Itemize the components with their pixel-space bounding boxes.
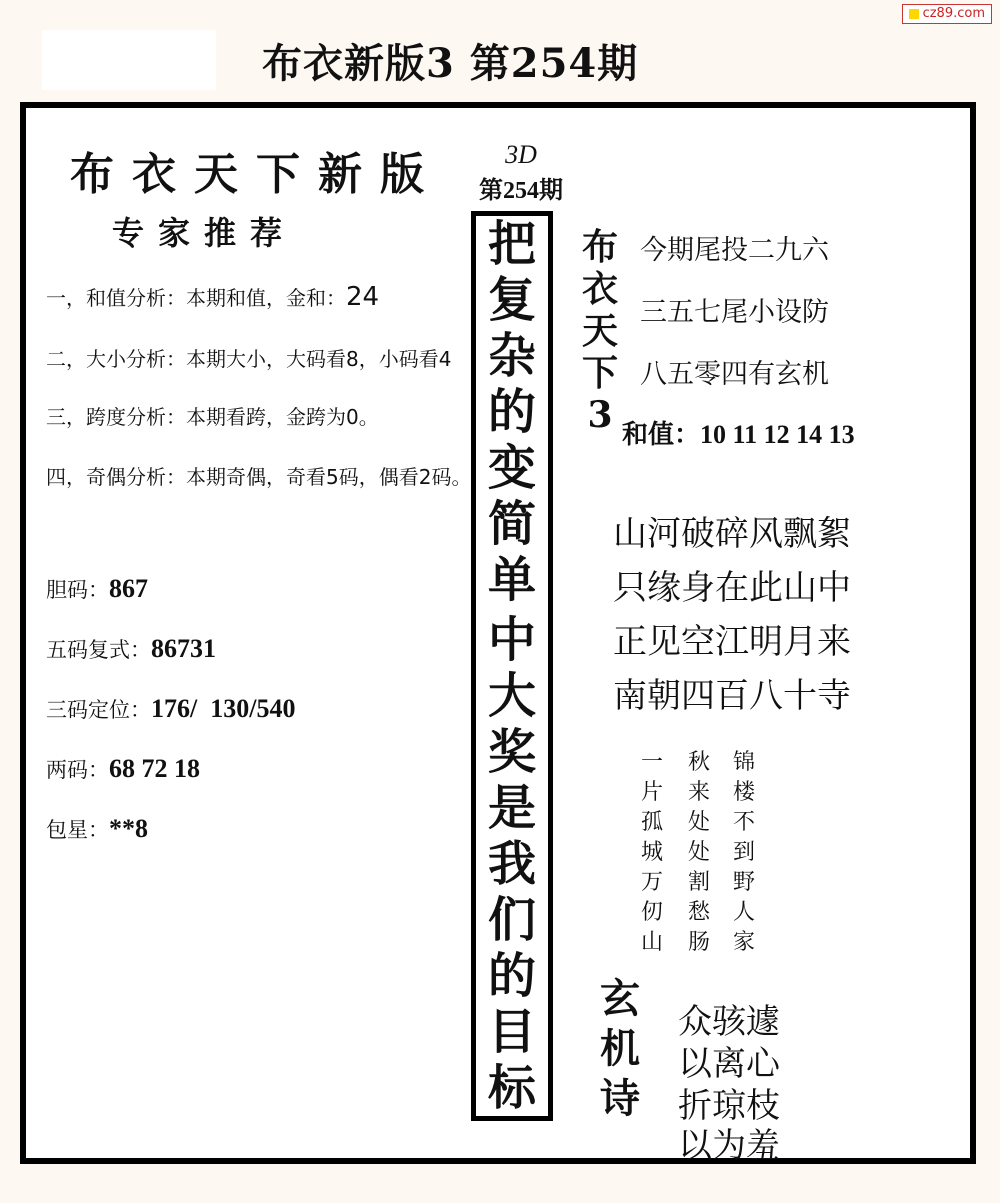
center-header [466, 140, 576, 205]
sum-numbers: 10 11 12 14 13 [700, 420, 855, 449]
sum-values [622, 414, 855, 451]
slogan-char: 我 [487, 836, 536, 892]
vertical-poem-char: 愁 [687, 900, 710, 925]
tip-line: 今期尾投二九六 [640, 235, 829, 266]
vertical-poem-char: 来 [687, 780, 710, 805]
pick-label: 五码复式： [46, 638, 151, 662]
slogan-char: 奖 [487, 724, 536, 780]
page-title: 布衣新版3 第254期 [262, 40, 639, 87]
mystery-poem-title-char: 机 [600, 1025, 640, 1072]
poem-line: 山河破碎风飘絮 [613, 514, 851, 554]
analysis-value: 24 [346, 282, 380, 312]
mystery-poem-title-char: 玄 [600, 975, 640, 1022]
lottery-tag: 3D [505, 140, 537, 169]
vertical-poem-char: 山 [640, 930, 663, 955]
mystery-poem-line: 以离心 [678, 1044, 780, 1084]
pick-label: 两码： [46, 758, 109, 782]
slogan-char: 是 [487, 780, 536, 836]
vertical-poem-char: 肠 [687, 930, 710, 955]
mystery-poem-title-char: 诗 [600, 1075, 640, 1122]
pick-label: 包星： [46, 818, 109, 842]
brand-title: 布衣天下新版 [70, 149, 442, 200]
mystery-poem-title [596, 974, 644, 1124]
vertical-poem-char: 城 [640, 840, 663, 865]
vertical-brand-char: 下 [581, 352, 618, 394]
pick-label: 胆码： [46, 578, 109, 602]
vertical-brand-char: 3 [587, 394, 613, 436]
vertical-poem-char: 片 [640, 780, 663, 805]
slogan-box [471, 211, 553, 1121]
pick-value: 68 72 18 [109, 754, 200, 783]
site-watermark [902, 4, 992, 24]
analysis-label: 四，奇偶分析：本期奇偶，奇看5码，偶看2码。 [46, 465, 472, 489]
slogan-char: 大 [487, 668, 536, 724]
analysis-label: 三，跨度分析：本期看跨，金跨为0。 [46, 405, 379, 429]
sum-label: 和值： [622, 420, 701, 450]
poem-line: 正见空江明月来 [613, 622, 851, 662]
mystery-poem-line: 以为羞 [678, 1126, 780, 1166]
vertical-poem-column [731, 748, 757, 958]
mystery-poem-line: 众骇遽 [678, 1002, 780, 1042]
vertical-poem-char: 一 [640, 750, 663, 775]
poem-line: 只缘身在此山中 [613, 568, 851, 608]
slogan-char: 变 [487, 440, 536, 496]
vertical-poem-char: 孤 [640, 810, 663, 835]
vertical-brand-char: 天 [581, 310, 618, 352]
slogan-char: 目 [487, 1004, 536, 1060]
slogan-char: 的 [487, 948, 536, 1004]
slogan-char: 的 [487, 384, 536, 440]
pick-value: 176/ 130/540 [151, 694, 296, 723]
vertical-poem-char: 人 [732, 900, 755, 925]
vertical-poem-char: 野 [732, 870, 755, 895]
vertical-poem-char: 锦 [732, 750, 755, 775]
poem-line: 南朝四百八十寺 [613, 676, 851, 716]
vertical-poem-char: 处 [687, 810, 710, 835]
vertical-poem-char: 仞 [640, 900, 663, 925]
expert-title: 专家推荐 [112, 214, 297, 252]
logo-placeholder [42, 30, 216, 90]
slogan-char: 把 [487, 216, 536, 272]
vertical-poem-column [639, 748, 665, 958]
watermark-text: cz89.com [922, 6, 985, 21]
watermark-square-icon [909, 9, 919, 19]
analysis-span [46, 401, 379, 430]
pick-star [46, 814, 148, 844]
vertical-brand-char: 衣 [581, 268, 618, 310]
slogan-char: 标 [487, 1060, 536, 1116]
slogan-char: 简 [487, 496, 536, 552]
vertical-poem-char: 不 [732, 810, 755, 835]
mystery-poem-line: 折琼枝 [678, 1086, 780, 1126]
slogan-char: 单 [487, 552, 536, 608]
vertical-brand-char: 布 [581, 226, 618, 268]
slogan-char: 复 [487, 272, 536, 328]
analysis-sum [46, 282, 379, 312]
pick-dan [46, 574, 148, 604]
vertical-poem-char: 秋 [687, 750, 710, 775]
pick-position [46, 694, 295, 724]
tip-line: 八五零四有玄机 [640, 359, 829, 390]
issue-number: 第254期 [479, 178, 563, 204]
analysis-odd-even [46, 461, 471, 490]
vertical-poem-char: 万 [640, 870, 663, 895]
slogan-char: 们 [487, 892, 536, 948]
vertical-poem-char: 到 [732, 840, 755, 865]
pick-two [46, 754, 200, 784]
vertical-poem-column [686, 748, 712, 958]
vertical-poem-char: 处 [687, 840, 710, 865]
tip-line: 三五七尾小设防 [640, 297, 829, 328]
slogan-char: 杂 [487, 328, 536, 384]
analysis-label: 二，大小分析：本期大小，大码看8，小码看4 [46, 347, 452, 371]
pick-value: 86731 [151, 634, 216, 663]
vertical-poem-char: 楼 [732, 780, 755, 805]
analysis-size [46, 343, 451, 372]
pick-value: 867 [109, 574, 148, 603]
analysis-label: 一，和值分析：本期和值，金和： [46, 286, 346, 310]
vertical-poem-char: 割 [687, 870, 710, 895]
vertical-poem-char: 家 [732, 930, 755, 955]
slogan-char: 中 [487, 612, 536, 668]
vertical-brand [578, 226, 622, 436]
pick-value: **8 [109, 814, 148, 843]
pick-five [46, 634, 216, 664]
pick-label: 三码定位： [46, 698, 151, 722]
